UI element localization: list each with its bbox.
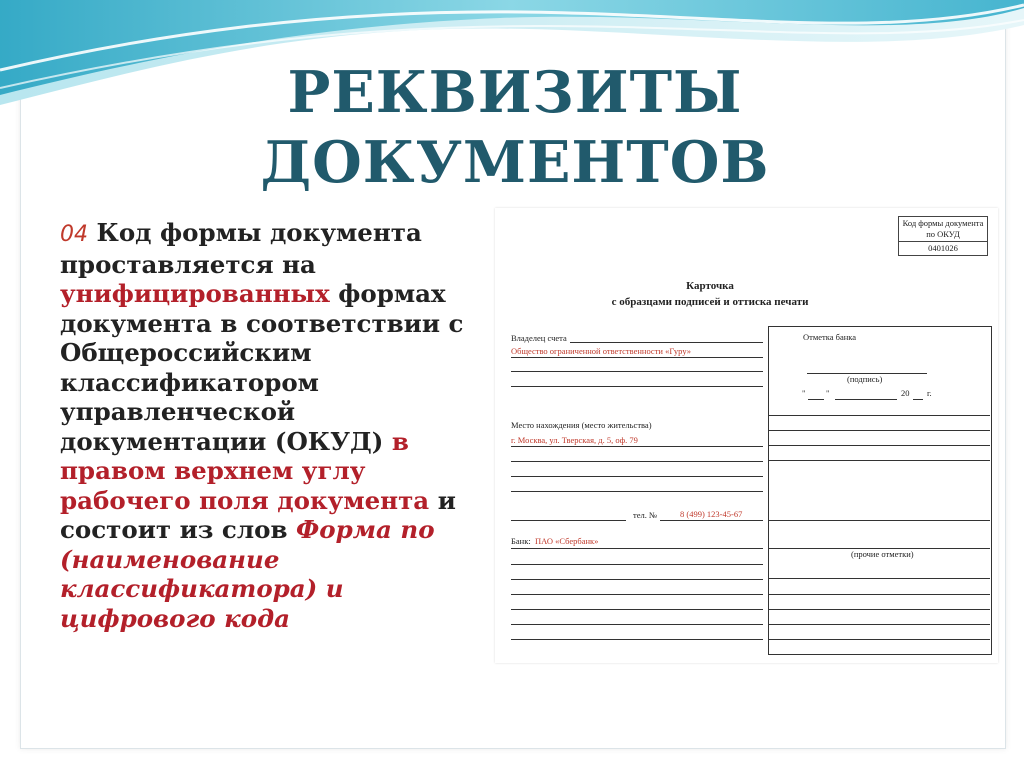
date-year-line (913, 399, 923, 400)
form-line (511, 609, 763, 610)
form-line (511, 461, 763, 462)
form-line (660, 520, 763, 521)
form-line (511, 357, 763, 358)
card-title (495, 278, 925, 310)
form-line (511, 564, 763, 565)
bank-box-line (769, 609, 990, 610)
form-line (511, 594, 763, 595)
okud-code-caption: Код формы документа по ОКУД (899, 217, 987, 242)
body-text-7: Форма по (наименование классификатора) и цифрового кода (60, 515, 435, 633)
date-quote-close: " (826, 388, 830, 398)
body-paragraph (60, 218, 490, 633)
form-line (511, 491, 763, 492)
form-line (511, 446, 763, 447)
form-line (511, 624, 763, 625)
owner-label: Владелец счета (511, 333, 567, 343)
bank-box-line (769, 520, 990, 521)
date-day-line (808, 399, 824, 400)
title-line-1: РЕКВИЗИТЫ (287, 59, 743, 126)
bank-box-line (769, 639, 990, 640)
title-line-2: ДОКУМЕНТОВ (260, 129, 770, 196)
bank-box-line (769, 594, 990, 595)
body-text-6: состоит из слов (60, 515, 297, 544)
body-text-2: унифицированных (60, 279, 330, 308)
other-marks-caption: (прочие отметки) (851, 549, 914, 559)
okud-code-box (898, 216, 988, 256)
form-line (511, 520, 626, 521)
bank-box-line (769, 415, 990, 416)
bank-mark-label: Отметка банка (803, 332, 857, 342)
bank-box-line (769, 624, 990, 625)
form-image (495, 208, 998, 663)
location-label: Место нахождения (место жительства) (511, 420, 652, 430)
form-line (511, 476, 763, 477)
okud-code-value: 0401026 (928, 243, 958, 253)
signature-caption: (подпись) (847, 374, 883, 384)
form-line (570, 342, 763, 343)
date-month-line (835, 399, 897, 400)
page-title (150, 58, 880, 198)
card-subtitle: с образцами подписей и оттиска печати (611, 296, 809, 308)
form-line (511, 639, 763, 640)
bank-box-line (769, 460, 990, 461)
item-number: 04 (60, 222, 88, 247)
bank-box-line (769, 430, 990, 431)
bank-value: ПАО «Сбербанк» (535, 536, 599, 546)
tel-label: тел. № (633, 510, 658, 520)
date-suffix: г. (927, 388, 932, 398)
form-line (511, 386, 763, 387)
bank-label: Банк: (511, 536, 531, 546)
bank-box-line (769, 578, 990, 579)
body-text-5: и (429, 485, 456, 515)
form-line (511, 579, 763, 580)
bank-box-line (769, 445, 990, 446)
date-year: 20 (901, 388, 910, 398)
form-line (511, 548, 763, 549)
owner-value: Общество ограниченной ответственности «Гуру» (511, 346, 692, 356)
body-text-1: Код формы документа проставляется на (60, 218, 422, 279)
tel-value: 8 (499) 123-45-67 (680, 509, 743, 519)
date-quote-open: " (802, 388, 806, 398)
form-line (511, 371, 763, 372)
card-title-line: Карточка (686, 280, 734, 292)
body-text-3: формах документа в соответствии с Общероссийским классификатором управленческой документации (ОКУД) (60, 279, 464, 456)
body-text-4: в правом верхнем углу рабочего поля документа (60, 426, 430, 515)
location-value: г. Москва, ул. Тверская, д. 5, оф. 79 (511, 435, 638, 445)
